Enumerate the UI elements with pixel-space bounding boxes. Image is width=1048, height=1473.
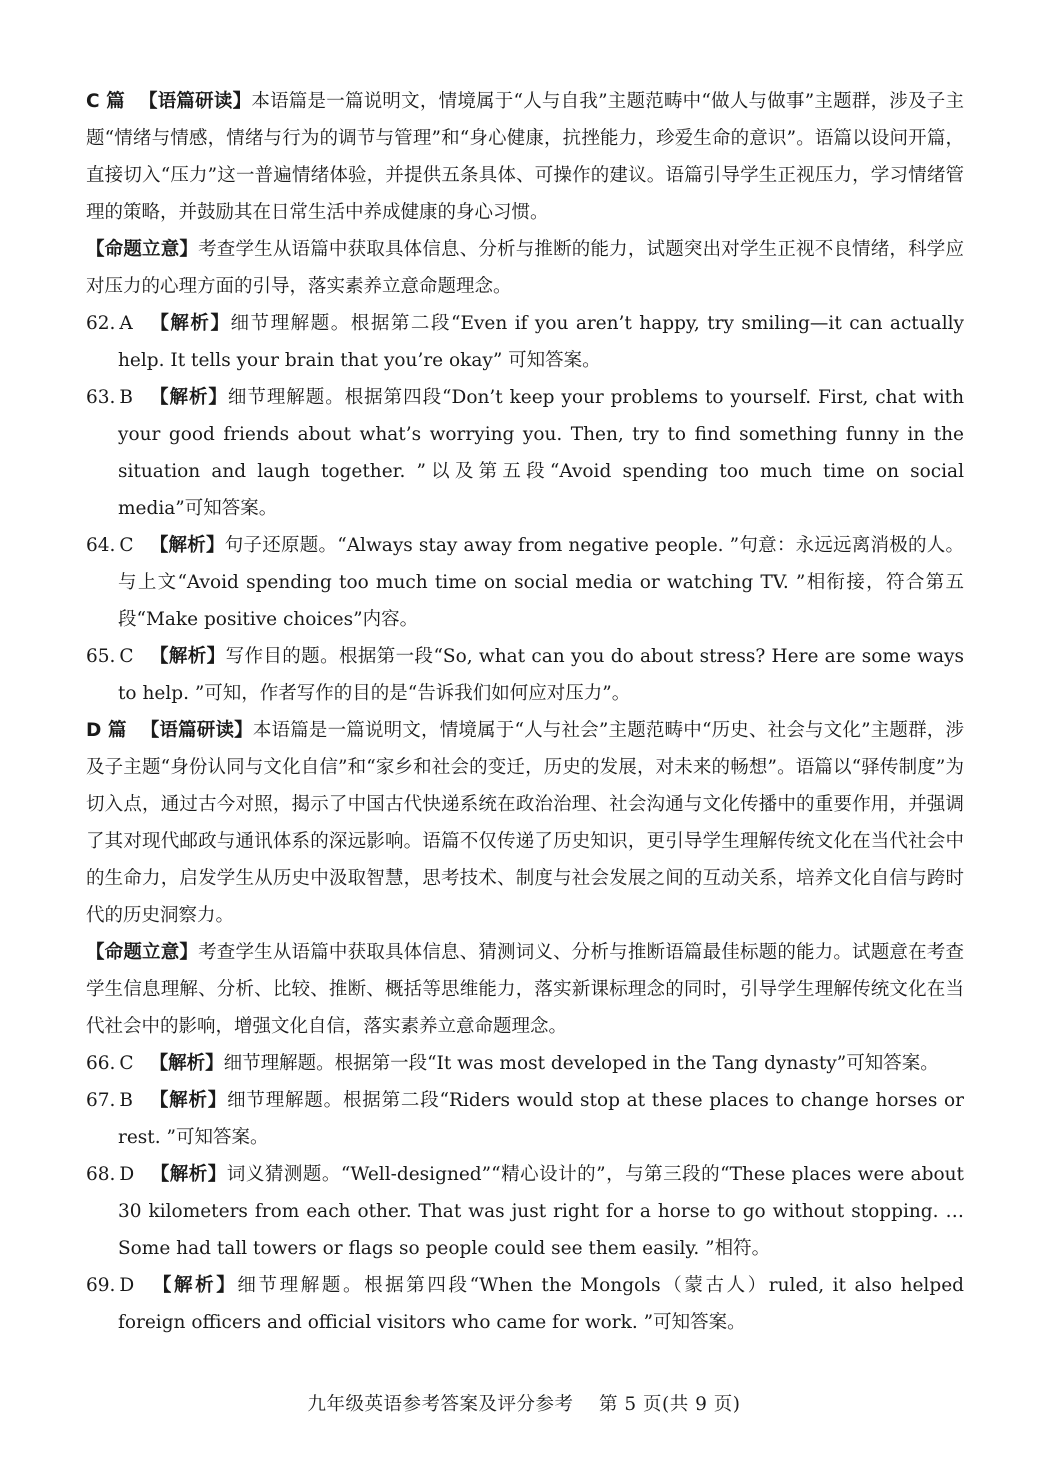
item-number: 66. (86, 1053, 116, 1074)
item-explanation: 细节理解题。根据第四段“When the Mongols（蒙古人）ruled, it also helped foreign officers and official visitors who came for work. ”可知答案。 (118, 1275, 964, 1333)
item-explanation: 细节理解题。根据第一段“It was most developed in the Tang dynasty”可知答案。 (223, 1053, 939, 1074)
answer-key-page (86, 83, 964, 1341)
section-d-tag-intent: 【命题立意】 (86, 942, 199, 963)
answer-item-65 (86, 638, 964, 712)
item-explanation: 句子还原题。“Always stay away from negative people. ”句意：永远远离消极的人。与上文“Avoid spending too much time on social media or watching TV. ”相衔接，符合第五段“Make positive choices”内容。 (118, 535, 964, 630)
item-tag: 【解析】 (149, 646, 226, 667)
section-d-reading-text: 本语篇是一篇说明文，情境属于“人与社会”主题范畴中“历史、社会与文化”主题群，涉及子主题“身份认同与文化自信”和“家乡和社会的变迁，历史的发展，对未来的畅想”。语篇以“驿传制度”为切入点，通过古今对照，揭示了中国古代快递系统在政治治理、社会沟通与文化传播中的重要作用，并强调了其对现代邮政与通讯体系的深远影响。语篇不仅传递了历史知识，更引导学生理解传统文化在当代社会中的生命力，启发学生从历史中汲取智慧，思考技术、制度与社会发展之间的互动关系，培养文化自信与跨时代的历史洞察力。 (86, 720, 964, 926)
item-tag: 【解析】 (150, 1275, 238, 1296)
item-answer: C (119, 1053, 134, 1074)
answer-item-62 (86, 305, 964, 379)
footer-title: 九年级英语参考答案及评分参考 (307, 1394, 574, 1415)
item-answer: C (119, 535, 134, 556)
item-explanation: 词义猜测题。“Well-designed”“精心设计的”，与第三段的“These places were about 30 kilometers from each other. That was just right for a horse to go without stopping. … Some had tall towers or flags so people could see them easily. ”相符。 (118, 1164, 964, 1259)
item-answer: B (119, 1090, 134, 1111)
answer-item-63 (86, 379, 964, 527)
item-tag: 【解析】 (148, 313, 231, 334)
item-explanation: 细节理解题。根据第二段“Riders would stop at these places to change horses or rest. ”可知答案。 (118, 1090, 964, 1148)
answer-item-68 (86, 1156, 964, 1267)
answer-item-64 (86, 527, 964, 638)
item-tag: 【解析】 (149, 1090, 228, 1111)
item-answer: A (119, 313, 133, 334)
item-number: 65. (86, 646, 116, 667)
section-d-intent-text: 考查学生从语篇中获取具体信息、猜测词义、分析与推断语篇最佳标题的能力。试题意在考查学生信息理解、分析、比较、推断、概括等思维能力，落实新课标理念的同时，引导学生理解传统文化在当代社会中的影响，增强文化自信，落实素养立意命题理念。 (86, 942, 964, 1037)
section-d-reading-analysis (86, 712, 964, 934)
item-number: 67. (86, 1090, 116, 1111)
item-number: 64. (86, 535, 116, 556)
item-number: 68. (86, 1164, 116, 1185)
item-explanation: 写作目的题。根据第一段“So, what can you do about stress? Here are some ways to help. ”可知，作者写作的目的是“告诉我们如何应对压力”。 (118, 646, 964, 704)
answer-item-66 (86, 1045, 964, 1082)
item-tag: 【解析】 (149, 1053, 224, 1074)
item-number: 63. (86, 387, 116, 408)
section-c-intent-text: 考查学生从语篇中获取具体信息、分析与推断的能力，试题突出对学生正视不良情绪，科学应对压力的心理方面的引导，落实素养立意命题理念。 (86, 239, 964, 297)
item-answer: B (119, 387, 134, 408)
item-answer: D (119, 1275, 135, 1296)
item-answer: C (119, 646, 134, 667)
item-tag: 【解析】 (149, 387, 228, 408)
answer-item-67 (86, 1082, 964, 1156)
section-d-label: D 篇 (86, 720, 127, 741)
section-d-intent (86, 934, 964, 1045)
answer-item-69 (86, 1267, 964, 1341)
item-number: 62. (86, 313, 116, 334)
section-c-intent (86, 231, 964, 305)
item-number: 69. (86, 1275, 116, 1296)
section-c-label: C 篇 (86, 91, 125, 112)
section-c-tag-reading: 【语篇研读】 (138, 91, 252, 112)
item-answer: D (119, 1164, 135, 1185)
footer-page-number: 第 5 页(共 9 页) (599, 1394, 741, 1415)
page-footer (0, 1390, 1048, 1416)
item-explanation: 细节理解题。根据第四段“Don’t keep your problems to yourself. First, chat with your good friends about what’s worrying you. Then, try to find something funny in the situation and laugh together. ”以及第五段“Avoid spending too much time on social media”可知答案。 (118, 387, 964, 519)
item-explanation: 细节理解题。根据第二段“Even if you aren’t happy, try smiling—it can actually help. It tells your brain that you’re okay” 可知答案。 (118, 313, 964, 371)
section-c-tag-intent: 【命题立意】 (86, 239, 199, 260)
item-tag: 【解析】 (150, 1164, 227, 1185)
section-c-reading-text: 本语篇是一篇说明文，情境属于“人与自我”主题范畴中“做人与做事”主题群，涉及子主题“情绪与情感，情绪与行为的调节与管理”和“身心健康，抗挫能力，珍爱生命的意识”。语篇以设问开篇，直接切入“压力”这一普遍情绪体验，并提供五条具体、可操作的建议。语篇引导学生正视压力，学习情绪管理的策略，并鼓励其在日常生活中养成健康的身心习惯。 (86, 91, 964, 223)
item-tag: 【解析】 (149, 535, 225, 556)
section-c-reading-analysis (86, 83, 964, 231)
section-d-tag-reading: 【语篇研读】 (140, 720, 253, 741)
